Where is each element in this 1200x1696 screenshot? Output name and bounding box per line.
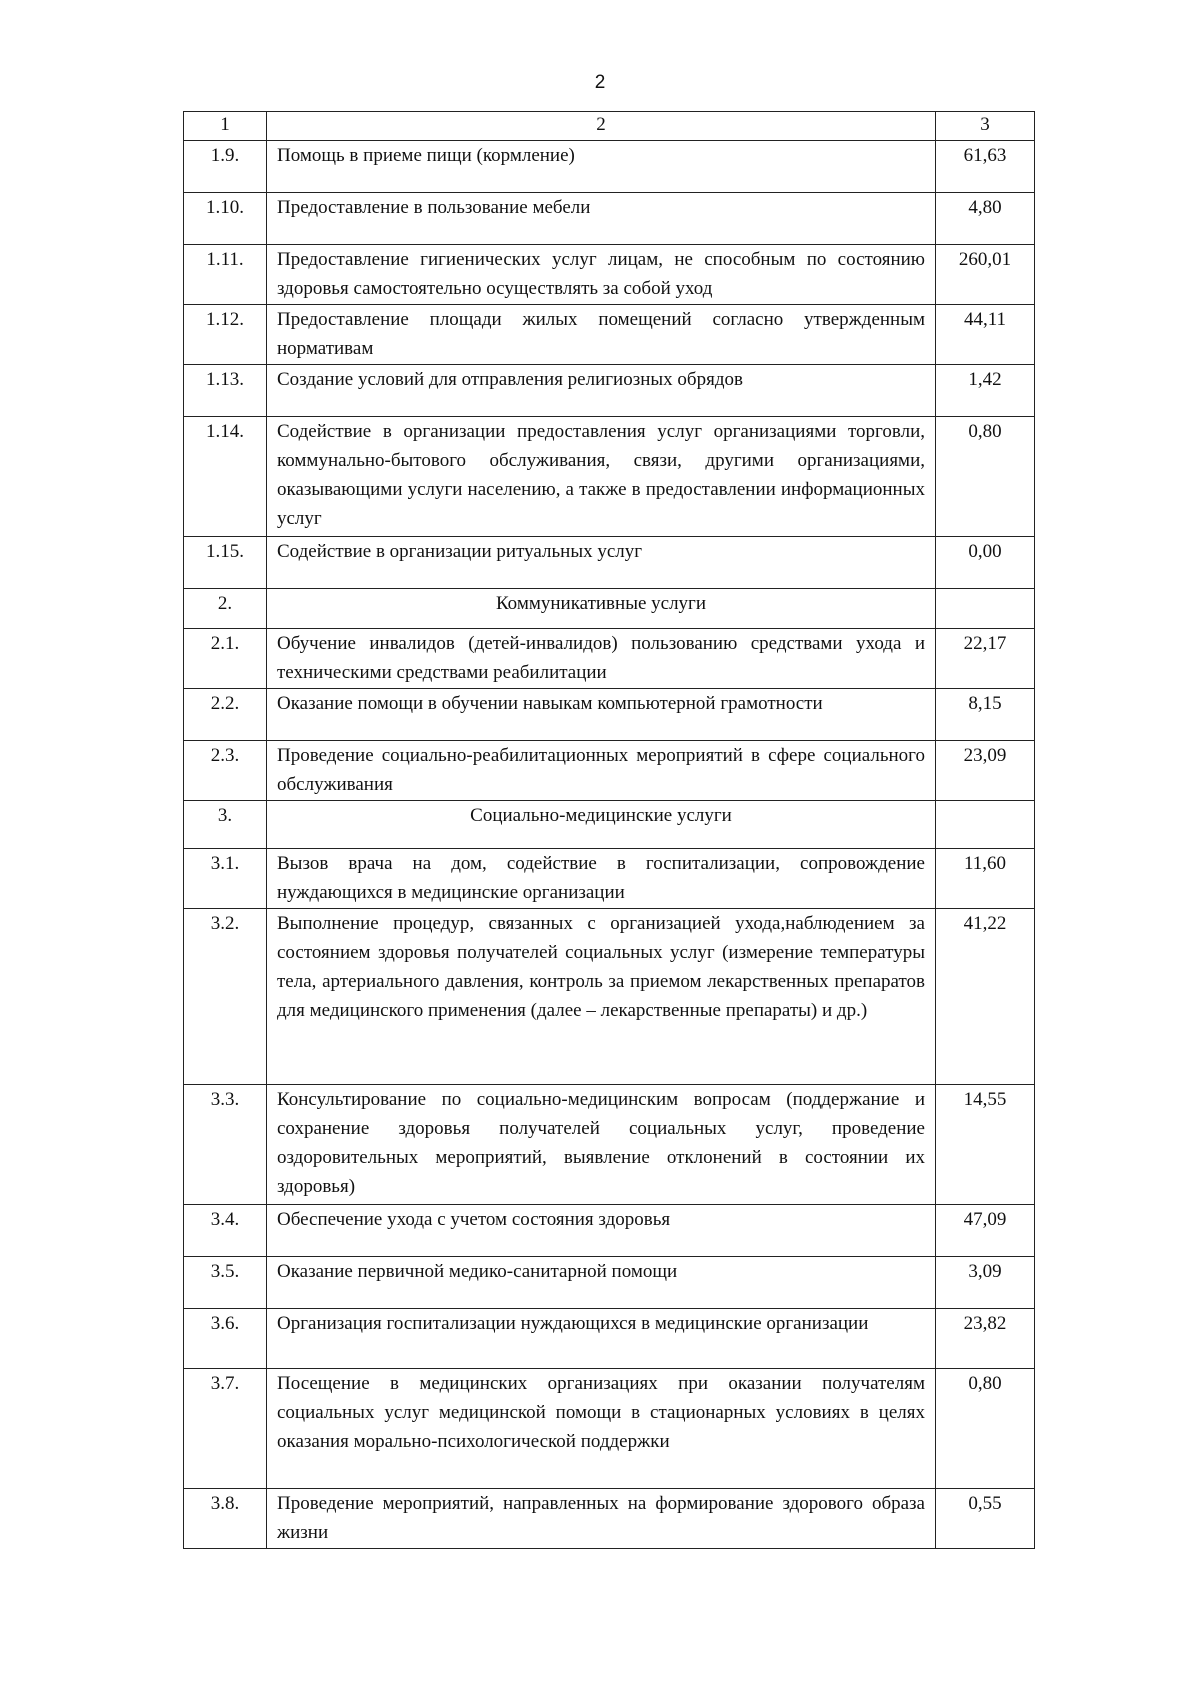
service-description: Помощь в приеме пищи (кормление) [277, 145, 575, 166]
row-description-cell [267, 1085, 936, 1205]
row-number: 1.14. [184, 417, 267, 537]
table-row [184, 849, 1035, 909]
row-description-cell [267, 305, 936, 365]
column-header-value: 3 [936, 112, 1035, 141]
service-description: Предоставление в пользование мебели [277, 197, 591, 218]
service-description: Оказание помощи в обучении навыкам компьютерной грамотности [277, 693, 823, 714]
row-number: 3.4. [184, 1205, 267, 1257]
service-description: Вызов врача на дом, содействие в госпитализации, сопровождение нуждающихся в медицинские организации [277, 853, 925, 903]
row-number: 2.2. [184, 689, 267, 741]
row-number: 3.1. [184, 849, 267, 909]
service-description: Обучение инвалидов (детей-инвалидов) пользованию средствами ухода и техническими средствами реабилитации [277, 633, 925, 683]
row-number: 1.15. [184, 537, 267, 589]
row-number: 3.6. [184, 1309, 267, 1369]
column-header-row [184, 112, 1035, 141]
table-row [184, 909, 1035, 1085]
row-value: 3,09 [936, 1257, 1035, 1309]
row-value: 47,09 [936, 1205, 1035, 1257]
service-description: Посещение в медицинских организациях при оказании получателям социальных услуг медицинской помощи в стационарных условиях в целях оказания морально-психологической поддержки [277, 1373, 925, 1452]
row-number: 1.10. [184, 193, 267, 245]
section-row [184, 801, 1035, 849]
row-number: 3.3. [184, 1085, 267, 1205]
row-description-cell [267, 849, 936, 909]
row-value: 11,60 [936, 849, 1035, 909]
row-description-cell [267, 245, 936, 305]
row-number: 1.9. [184, 141, 267, 193]
row-number: 3.5. [184, 1257, 267, 1309]
table-row [184, 193, 1035, 245]
row-description-cell [267, 589, 936, 629]
service-description: Проведение мероприятий, направленных на формирование здорового образа жизни [277, 1493, 925, 1543]
service-description: Предоставление площади жилых помещений согласно утвержденным нормативам [277, 309, 925, 359]
row-description-cell [267, 365, 936, 417]
row-number: 1.11. [184, 245, 267, 305]
row-description-cell [267, 417, 936, 537]
section-title: Социально-медицинские услуги [470, 805, 732, 826]
service-description: Обеспечение ухода с учетом состояния здоровья [277, 1209, 671, 1230]
table-row [184, 1085, 1035, 1205]
row-value: 41,22 [936, 909, 1035, 1085]
section-row [184, 589, 1035, 629]
table-row [184, 1369, 1035, 1489]
row-value: 0,00 [936, 537, 1035, 589]
column-header-service: 2 [267, 112, 936, 141]
table-row [184, 417, 1035, 537]
service-description: Оказание первичной медико-санитарной помощи [277, 1261, 678, 1282]
table-row [184, 1489, 1035, 1549]
row-value: 22,17 [936, 629, 1035, 689]
row-value: 260,01 [936, 245, 1035, 305]
row-number: 3.8. [184, 1489, 267, 1549]
table-row [184, 1309, 1035, 1369]
table-row [184, 245, 1035, 305]
service-description: Проведение социально-реабилитационных мероприятий в сфере социального обслуживания [277, 745, 925, 795]
row-description-cell [267, 909, 936, 1085]
row-description-cell [267, 801, 936, 849]
row-value: 4,80 [936, 193, 1035, 245]
row-value: 0,80 [936, 417, 1035, 537]
page-number: 2 [594, 72, 606, 93]
row-value: 23,09 [936, 741, 1035, 801]
row-description-cell [267, 1489, 936, 1549]
service-description: Предоставление гигиенических услуг лицам, не способным по состоянию здоровья самостоятельно осуществлять за собой уход [277, 249, 925, 299]
row-value: 44,11 [936, 305, 1035, 365]
table-row [184, 537, 1035, 589]
service-description: Содействие в организации предоставления услуг организациями торговли, коммунально-бытового обслуживания, связи, другими организациями, оказывающими услуги населению, а также в предоставлении информационных услуг [277, 421, 925, 529]
row-value: 61,63 [936, 141, 1035, 193]
row-description-cell [267, 689, 936, 741]
row-value: 14,55 [936, 1085, 1035, 1205]
table-row [184, 141, 1035, 193]
service-description: Выполнение процедур, связанных с организацией ухода,наблюдением за состоянием здоровья получателей социальных услуг (измерение температуры тела, артериального давления, контроль за приемом лекарственных препаратов для медицинского применения (далее – лекарственные препараты) и др.) [277, 913, 925, 1021]
row-number: 3.7. [184, 1369, 267, 1489]
row-number: 2.3. [184, 741, 267, 801]
row-number: 3.2. [184, 909, 267, 1085]
table-row [184, 365, 1035, 417]
row-description-cell [267, 537, 936, 589]
row-description-cell [267, 1257, 936, 1309]
service-description: Создание условий для отправления религиозных обрядов [277, 369, 743, 390]
row-description-cell [267, 141, 936, 193]
row-value: 1,42 [936, 365, 1035, 417]
table-row [184, 689, 1035, 741]
section-title: Коммуникативные услуги [495, 593, 707, 614]
service-description: Содействие в организации ритуальных услуг [277, 541, 643, 562]
row-number: 2.1. [184, 629, 267, 689]
row-description-cell [267, 193, 936, 245]
row-number: 2. [184, 589, 267, 629]
table-row [184, 741, 1035, 801]
row-number: 3. [184, 801, 267, 849]
row-description-cell [267, 741, 936, 801]
column-header-number: 1 [184, 112, 267, 141]
service-description: Консультирование по социально-медицинским вопросам (поддержание и сохранение здоровья получателей социальных услуг, проведение оздоровительных мероприятий, выявление отклонений в состоянии их здоровья) [277, 1089, 925, 1197]
service-description: Организация госпитализации нуждающихся в медицинские организации [277, 1313, 869, 1334]
row-description-cell [267, 1205, 936, 1257]
services-table [183, 111, 1035, 1549]
row-value: 23,82 [936, 1309, 1035, 1369]
table-row [184, 305, 1035, 365]
row-description-cell [267, 629, 936, 689]
row-value: 8,15 [936, 689, 1035, 741]
services-table-body [184, 112, 1035, 1549]
row-description-cell [267, 1369, 936, 1489]
row-value: 0,80 [936, 1369, 1035, 1489]
row-value [936, 589, 1035, 629]
table-row [184, 1257, 1035, 1309]
row-number: 1.12. [184, 305, 267, 365]
row-number: 1.13. [184, 365, 267, 417]
row-value: 0,55 [936, 1489, 1035, 1549]
table-row [184, 1205, 1035, 1257]
table-row [184, 629, 1035, 689]
row-value [936, 801, 1035, 849]
row-description-cell [267, 1309, 936, 1369]
